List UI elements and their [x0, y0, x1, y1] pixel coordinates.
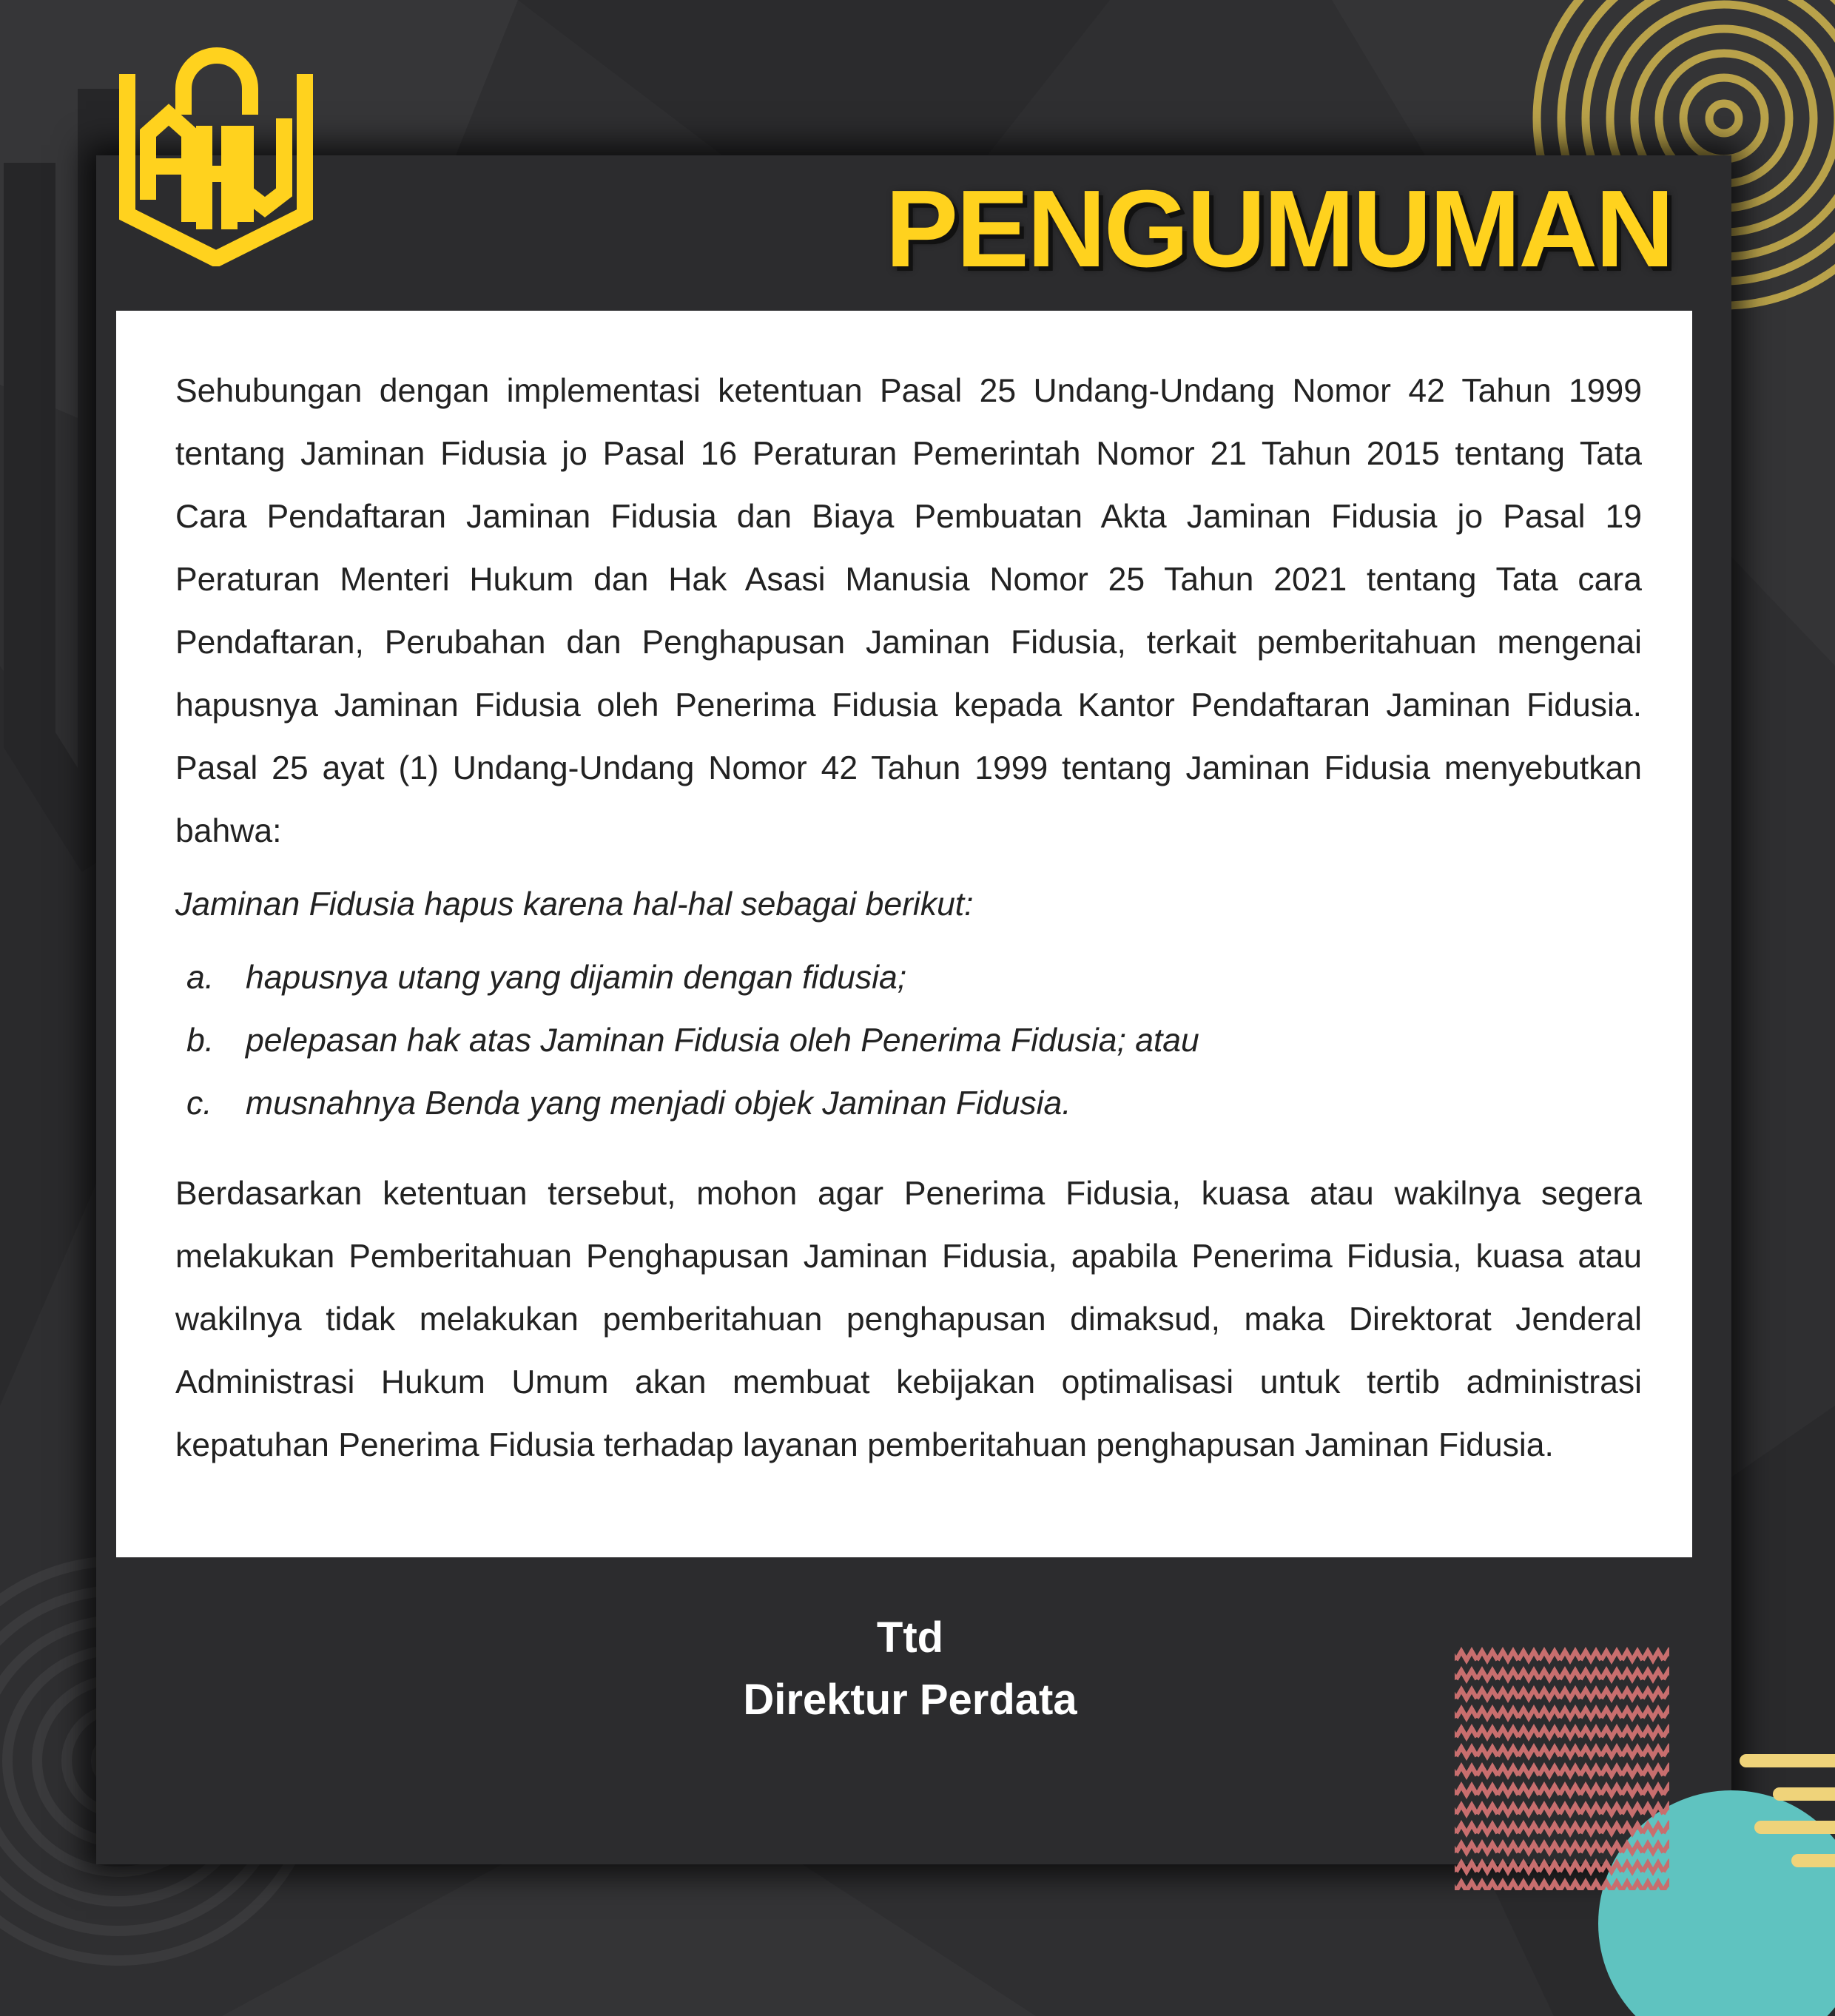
list-item [175, 946, 1642, 1009]
quote-list [175, 946, 1642, 1135]
quote-lead: Jaminan Fidusia hapus karena hal-hal sebagai berikut: [175, 886, 974, 923]
list-marker: a. [186, 960, 215, 996]
signature-title: Direktur Perdata [743, 1676, 1077, 1724]
announcement-document [116, 311, 1692, 1557]
list-item [175, 1009, 1642, 1072]
zigzag-circle-decoration [1435, 1628, 1835, 2016]
ahu-logo [118, 44, 314, 266]
page-title: PENGUMUMAN [885, 168, 1672, 290]
list-marker: c. [186, 1085, 212, 1122]
list-marker: b. [186, 1022, 215, 1059]
signature-ttd: Ttd [876, 1614, 944, 1662]
list-item-text: musnahnya Benda yang menjadi objek Jaminan Fidusia. [246, 1085, 1071, 1122]
paragraph-intro: Sehubungan dengan implementasi ketentuan Pasal 25 Undang-Undang Nomor 42 Tahun 1999 tentang Jaminan Fidusia jo Pasal 16 Peraturan Pemerintah Nomor 21 Tahun 2015 tentang Tata Cara Pendaftaran Jaminan Fidusia dan Biaya Pembuatan Akta Jaminan Fidusia jo Pasal 19 Peraturan Menteri Hukum dan Hak Asasi Manusia Nomor 25 Tahun 2021 tentang Tata cara Pendaftaran, Perubahan dan Penghapusan Jaminan Fidusia, terkait pemberitahuan mengenai hapusnya Jaminan Fidusia oleh Penerima Fidusia kepada Kantor Pendaftaran Jaminan Fidusia. Pasal 25 ayat (1) Undang-Undang Nomor 42 Tahun 1999 tentang Jaminan Fidusia menyebutkan bahwa: [175, 373, 1642, 849]
list-item [175, 1072, 1642, 1135]
list-item-text: pelepasan hak atas Jaminan Fidusia oleh Penerima Fidusia; atau [246, 1022, 1199, 1059]
paragraph-closing: Berdasarkan ketentuan tersebut, mohon agar Penerima Fidusia, kuasa atau wakilnya segera melakukan Pemberitahuan Penghapusan Jaminan Fidusia, apabila Penerima Fidusia, kuasa atau wakilnya tidak melakukan pemberitahuan penghapusan dimaksud, maka Direktorat Jenderal Administrasi Hukum Umum akan membuat kebijakan optimalisasi untuk tertib administrasi kepatuhan Penerima Fidusia terhadap layanan pemberitahuan penghapusan Jaminan Fidusia. [175, 1176, 1642, 1463]
list-item-text: hapusnya utang yang dijamin dengan fidusia; [246, 960, 907, 996]
